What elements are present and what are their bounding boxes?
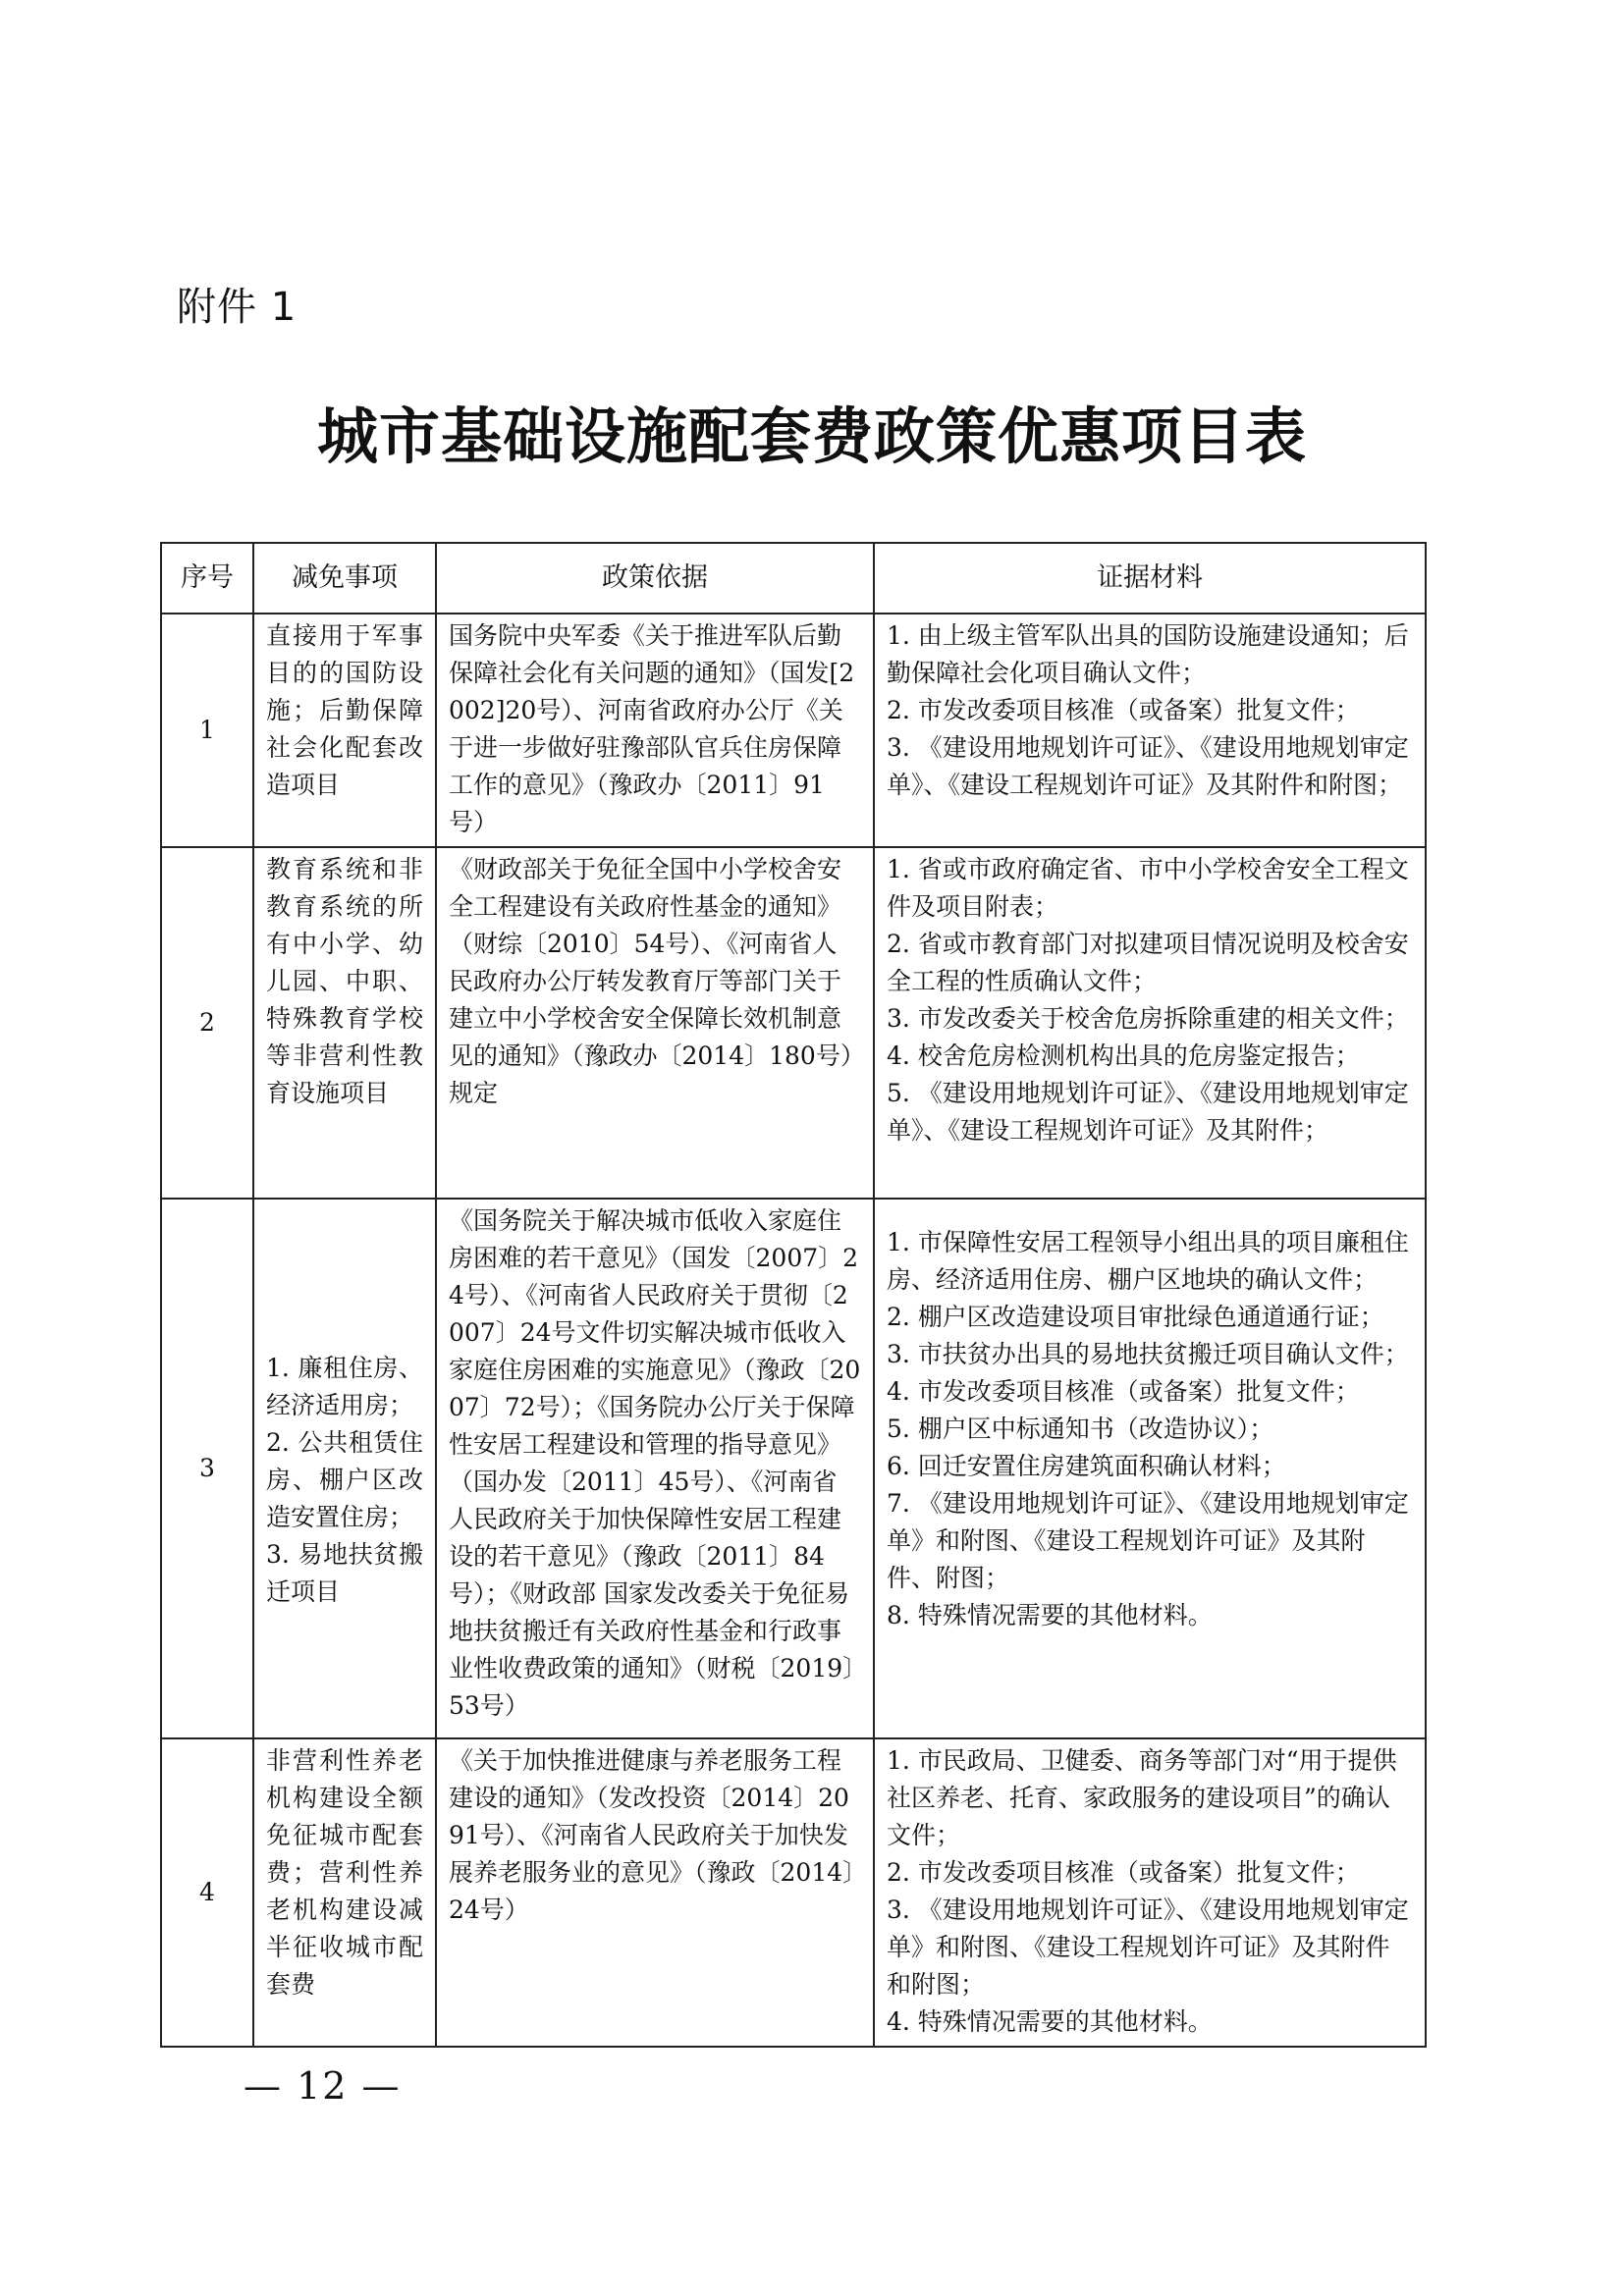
- exemption-item: [253, 1199, 436, 1738]
- evidence-materials: [874, 847, 1426, 1199]
- evidence-materials: [874, 1199, 1426, 1738]
- policy-basis: 《关于加快推进健康与养老服务工程建设的通知》（发改投资〔2014〕2091号）、《河南省人民政府关于加快发展养老服务业的意见》（豫政〔2014〕24号）: [436, 1738, 874, 2047]
- table-row: [161, 614, 1426, 847]
- evidence-materials: [874, 614, 1426, 847]
- evidence-line: 5. 《建设用地规划许可证》、《建设用地规划审定单》、《建设工程规划许可证》及其附件；: [887, 1079, 1409, 1145]
- page-title: 城市基础设施配套费政策优惠项目表: [316, 400, 1307, 472]
- evidence-line: 3. 市发改委关于校舍危房拆除重建的相关文件；: [887, 1004, 1409, 1033]
- policy-basis: 《财政部关于免征全国中小学校舍安全工程建设有关政府性基金的通知》（财综〔2010〕54号）、《河南省人民政府办公厅转发教育厅等部门关于建立中小学校舍安全保障长效机制意见的通知》（豫政办〔2014〕180号）规定: [436, 847, 874, 1199]
- attachment-label: 附件 1: [177, 285, 298, 330]
- policy-basis: 《国务院关于解决城市低收入家庭住房困难的若干意见》（国发〔2007〕24号）、《河南省人民政府关于贯彻〔2007〕24号文件切实解决城市低收入家庭住房困难的实施意见》（豫政〔2007〕72号）；《国务院办公厅关于保障性安居工程建设和管理的指导意见》（国办发〔2011〕45号）、《河南省人民政府关于加快保障性安居工程建设的若干意见》（豫政〔2011〕84号）；《财政部 国家发改委关于免征易地扶贫搬迁有关政府性基金和行政事业性收费政策的通知》（财税〔2019〕53号）: [436, 1199, 874, 1738]
- evidence-line: 3. 市扶贫办出具的易地扶贫搬迁项目确认文件；: [887, 1340, 1409, 1368]
- page-number: — 12 —: [244, 2064, 402, 2108]
- evidence-line: 2. 市发改委项目核准（或备案）批复文件；: [887, 696, 1360, 724]
- exemption-item: 直接用于军事目的的国防设施；后勤保障社会化配套改造项目: [253, 614, 436, 847]
- column-header-evidence: 证据材料: [874, 543, 1426, 614]
- evidence-line: 2. 市发改委项目核准（或备案）批复文件；: [887, 1858, 1360, 1887]
- evidence-line: 4. 特殊情况需要的其他材料。: [887, 2007, 1213, 2036]
- evidence-line: 2. 省或市教育部门对拟建项目情况说明及校舍安全工程的性质确认文件；: [887, 930, 1409, 995]
- policy-table: [160, 542, 1427, 2048]
- evidence-line: 4. 校舍危房检测机构出具的危房鉴定报告；: [887, 1041, 1360, 1070]
- column-header-basis: 政策依据: [436, 543, 874, 614]
- evidence-line: 1. 省或市政府确定省、市中小学校舍安全工程文件及项目附表；: [887, 855, 1409, 921]
- evidence-line: 6. 回迁安置住房建筑面积确认材料；: [887, 1452, 1286, 1480]
- evidence-line: 2. 棚户区改造建设项目审批绿色通道通行证；: [887, 1303, 1384, 1331]
- exemption-item: 教育系统和非教育系统的所有中小学、幼儿园、中职、特殊教育学校等非营利性教育设施项目: [253, 847, 436, 1199]
- column-header-item: 减免事项: [253, 543, 436, 614]
- column-header-no: 序号: [161, 543, 253, 614]
- table-header-row: [161, 543, 1426, 614]
- evidence-line: 5. 棚户区中标通知书（改造协议）；: [887, 1415, 1274, 1443]
- evidence-line: 7. 《建设用地规划许可证》、《建设用地规划审定单》和附图、《建设工程规划许可证》及其附件、附图；: [887, 1489, 1409, 1592]
- evidence-line: 1. 市保障性安居工程领导小组出具的项目廉租住房、经济适用住房、棚户区地块的确认文件；: [887, 1228, 1409, 1294]
- evidence-line: 1. 市民政局、卫健委、商务等部门对“用于提供社区养老、托育、家政服务的建设项目”的确认文件；: [887, 1746, 1397, 1849]
- row-number: 1: [161, 614, 253, 847]
- evidence-materials: [874, 1738, 1426, 2047]
- evidence-line: 3. 《建设用地规划许可证》、《建设用地规划审定单》和附图、《建设工程规划许可证》及其附件和附图；: [887, 1896, 1409, 1999]
- exemption-item: 非营利性养老机构建设全额免征城市配套费；营利性养老机构建设减半征收城市配套费: [253, 1738, 436, 2047]
- table-row: [161, 1738, 1426, 2047]
- evidence-line: 4. 市发改委项目核准（或备案）批复文件；: [887, 1377, 1360, 1406]
- item-line: 2. 公共租赁住房、棚户区改造安置住房；: [266, 1428, 423, 1531]
- table-row: [161, 1199, 1426, 1738]
- item-line: 3. 易地扶贫搬迁项目: [266, 1540, 423, 1606]
- policy-basis: 国务院中央军委《关于推进军队后勤保障社会化有关问题的通知》（国发[2002]20号）、河南省政府办公厅《关于进一步做好驻豫部队官兵住房保障工作的意见》（豫政办〔2011〕91号）: [436, 614, 874, 847]
- evidence-line: 8. 特殊情况需要的其他材料。: [887, 1601, 1213, 1629]
- row-number: 3: [161, 1199, 253, 1738]
- row-number: 4: [161, 1738, 253, 2047]
- table-row: [161, 847, 1426, 1199]
- item-line: 1. 廉租住房、经济适用房；: [266, 1354, 423, 1419]
- evidence-line: 1. 由上级主管军队出具的国防设施建设通知；后勤保障社会化项目确认文件；: [887, 621, 1409, 687]
- row-number: 2: [161, 847, 253, 1199]
- evidence-line: 3. 《建设用地规划许可证》、《建设用地规划审定单》、《建设工程规划许可证》及其附件和附图；: [887, 733, 1409, 799]
